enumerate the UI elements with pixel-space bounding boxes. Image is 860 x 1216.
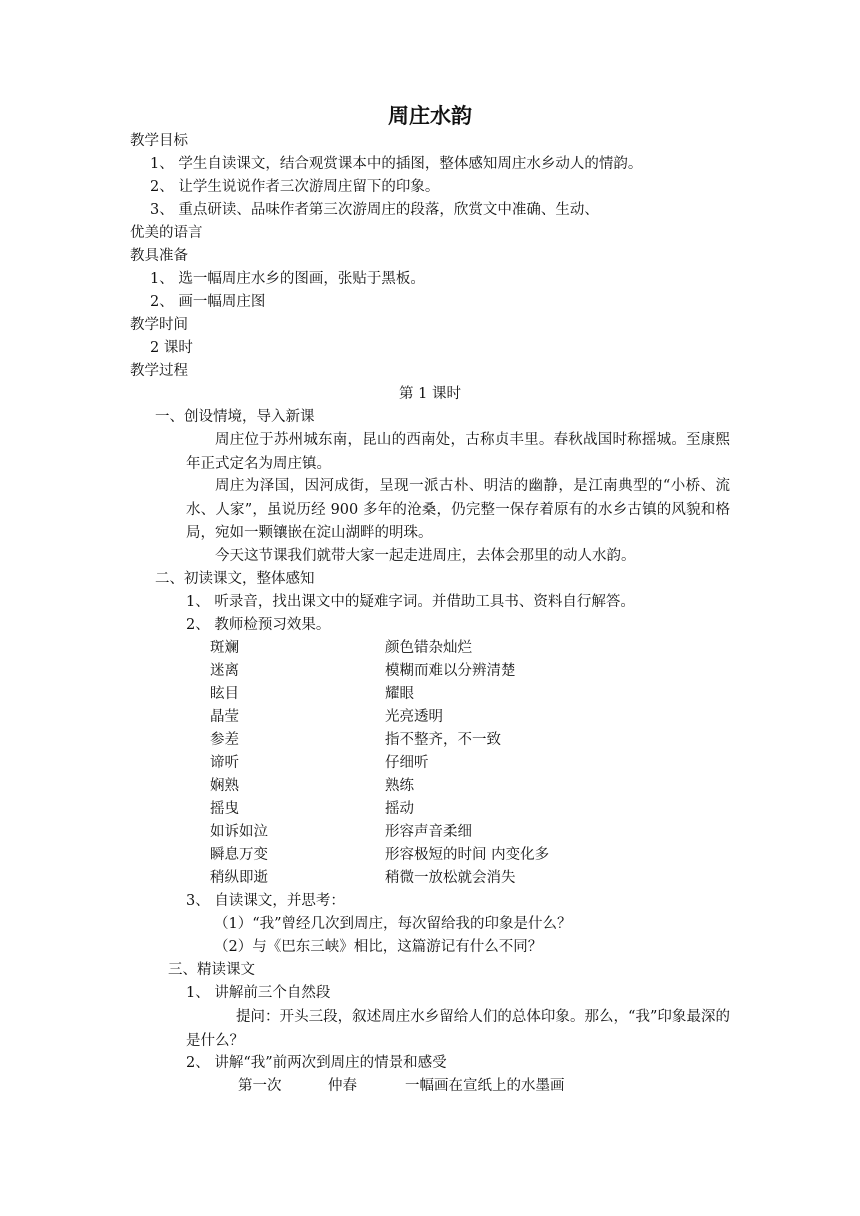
goal-item: 2、 让学生说说作者三次游周庄留下的印象。 bbox=[150, 179, 440, 195]
prep-item: 1、 选一幅周庄水乡的图画，张贴于黑板。 bbox=[150, 271, 425, 287]
paragraph: 周庄位于苏州城东南，昆山的西南处，古称贞丰里。春秋战国时称摇城。至康熙年正式定名为周庄镇。 bbox=[186, 432, 730, 472]
vocab-term: 晶莹 bbox=[210, 709, 239, 725]
question: （2）与《巴东三峡》相比，这篇游记有什么不同？ bbox=[214, 939, 543, 955]
table-cell: 仲春 bbox=[328, 1078, 357, 1094]
section-item: 2、 教师检预习效果。 bbox=[186, 617, 331, 633]
vocab-term: 瞬息万变 bbox=[210, 847, 268, 863]
goal-item-continuation: 优美的语言 bbox=[130, 225, 203, 241]
table-cell: 第一次 bbox=[238, 1078, 282, 1094]
lesson-heading: 第 1 课时 bbox=[399, 386, 461, 402]
prep-item: 2、 画一幅周庄图 bbox=[150, 294, 266, 310]
process-heading: 教学过程 bbox=[130, 363, 188, 379]
vocab-definition: 摇动 bbox=[385, 801, 414, 817]
vocab-definition: 仔细听 bbox=[385, 755, 429, 771]
vocab-term: 稍纵即逝 bbox=[210, 870, 268, 886]
paragraph: 周庄为泽国，因河成街，呈现一派古朴、明洁的幽静，是江南典型的“小桥、流水、人家”，虽说历经 900 多年的沧桑，仍完整一保存着原有的水乡古镇的风貌和格局，宛如一颗镶嵌在淀山湖畔的明珠。 bbox=[186, 478, 730, 541]
section-item: 3、 自读课文，并思考： bbox=[186, 893, 345, 909]
vocab-term: 谛听 bbox=[210, 755, 239, 771]
page-title: 周庄水韵 bbox=[388, 104, 472, 128]
goals-heading: 教学目标 bbox=[130, 133, 188, 149]
section-item: 1、 听录音，找出课文中的疑难字词。并借助工具书、资料自行解答。 bbox=[186, 594, 635, 610]
vocab-definition: 指不整齐，不一致 bbox=[385, 732, 501, 748]
goal-item: 3、 重点研读、品味作者第三次游周庄的段落，欣赏文中准确、生动、 bbox=[150, 202, 599, 218]
vocab-definition: 光亮透明 bbox=[385, 709, 443, 725]
prep-heading: 教具准备 bbox=[130, 248, 188, 264]
vocab-term: 摇曳 bbox=[210, 801, 239, 817]
vocab-term: 斑斓 bbox=[210, 640, 239, 656]
paragraph: 今天这节课我们就带大家一起走进周庄，去体会那里的动人水韵。 bbox=[215, 548, 636, 564]
section-heading: 二、初读课文，整体感知 bbox=[155, 571, 315, 587]
section-heading: 一、创设情境，导入新课 bbox=[155, 409, 315, 425]
goal-item: 1、 学生自读课文，结合观赏课本中的插图，整体感知周庄水乡动人的情韵。 bbox=[150, 156, 643, 172]
vocab-definition: 耀眼 bbox=[385, 686, 414, 702]
vocab-definition: 熟练 bbox=[385, 778, 414, 794]
time-value: 2 课时 bbox=[150, 340, 193, 356]
vocab-term: 眩目 bbox=[210, 686, 239, 702]
vocab-definition: 稍微一放松就会消失 bbox=[385, 870, 516, 886]
section-item: 1、 讲解前三个自然段 bbox=[186, 985, 331, 1001]
vocab-definition: 模糊而难以分辨清楚 bbox=[385, 663, 516, 679]
vocab-definition: 形容声音柔细 bbox=[385, 824, 472, 840]
vocab-term: 娴熟 bbox=[210, 778, 239, 794]
vocab-definition: 颜色错杂灿烂 bbox=[385, 640, 472, 656]
question: （1）“我”曾经几次到周庄，每次留给我的印象是什么？ bbox=[214, 916, 572, 932]
section-item: 2、 讲解“我”前两次到周庄的情景和感受 bbox=[186, 1055, 447, 1071]
vocab-term: 参差 bbox=[210, 732, 239, 748]
paragraph: 提问：开头三段，叙述周庄水乡留给人们的总体印象。那么，“我”印象最深的是什么？ bbox=[186, 1009, 730, 1049]
vocab-definition: 形容极短的时间 内变化多 bbox=[385, 847, 550, 863]
time-heading: 教学时间 bbox=[130, 317, 188, 333]
table-cell: 一幅画在宣纸上的水墨画 bbox=[405, 1078, 565, 1094]
vocab-term: 迷离 bbox=[210, 663, 239, 679]
section-heading: 三、精读课文 bbox=[168, 962, 255, 978]
vocab-term: 如诉如泣 bbox=[210, 824, 268, 840]
